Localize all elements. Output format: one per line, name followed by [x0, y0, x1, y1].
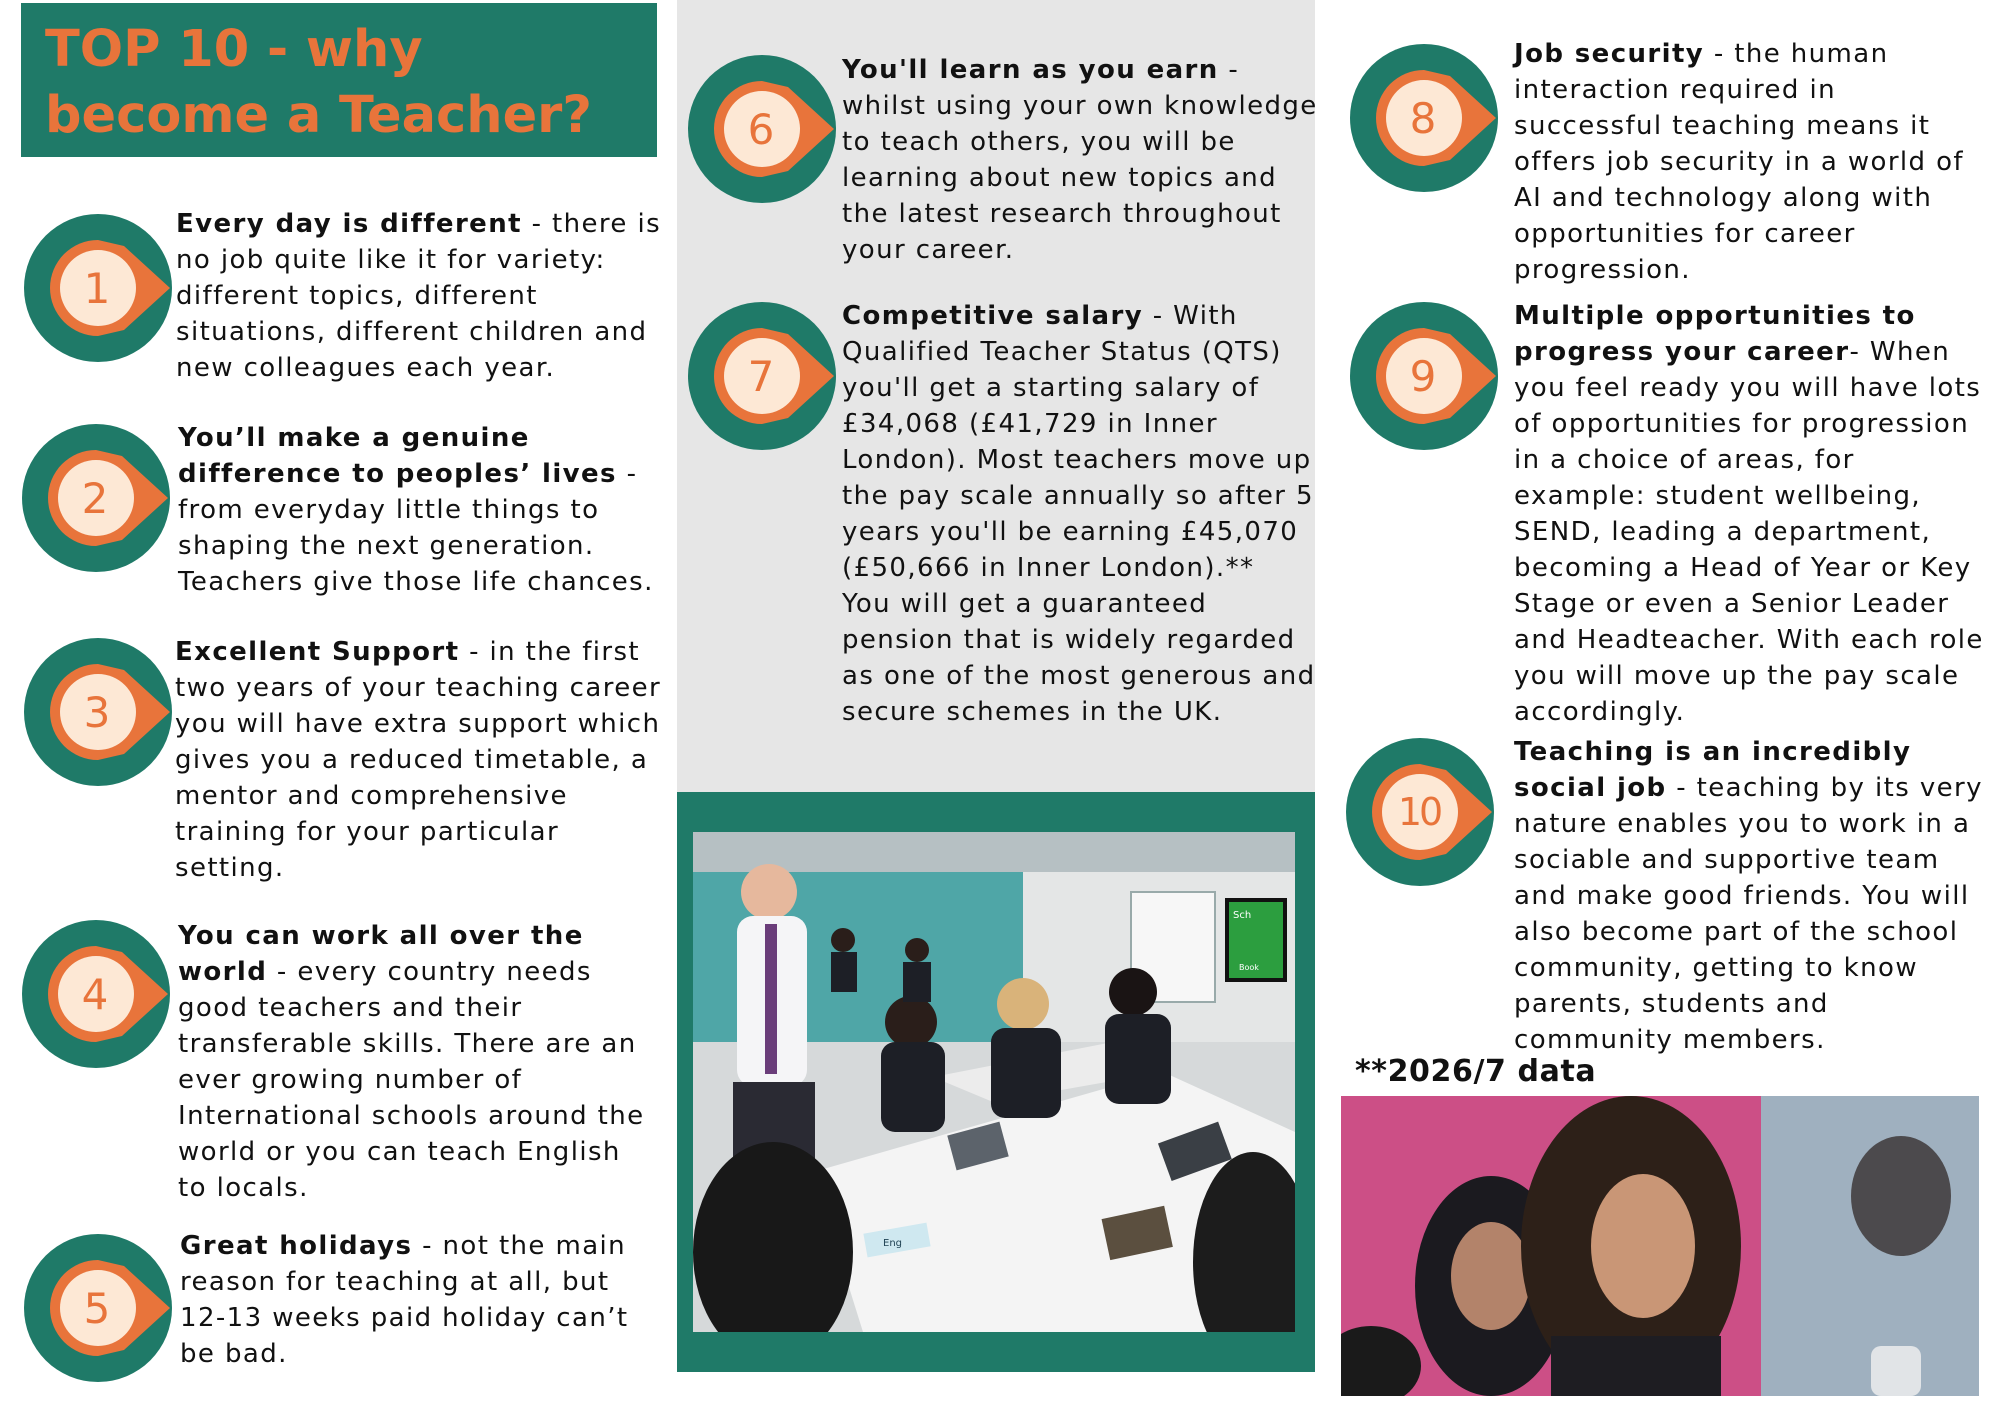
reason-8-text — [1514, 36, 1984, 288]
badge-number: 10 — [1397, 790, 1441, 834]
reason-10-text — [1514, 734, 1994, 1058]
reason-3-text — [175, 634, 665, 886]
reason-body: - teaching by its very nature enables you to work in a sociable and supportive team and make good friends. You will also become part of the school community, getting to know parents, students and community members. — [1514, 773, 1983, 1055]
badge-number: 1 — [83, 263, 111, 313]
number-badge-5 — [24, 1232, 186, 1384]
reason-heading: Great holidays — [180, 1231, 413, 1261]
reason-heading: Job security — [1514, 39, 1705, 69]
badge-number: 4 — [81, 969, 109, 1019]
reason-heading: Every day is different — [176, 209, 522, 239]
badge-number: 6 — [747, 104, 775, 154]
reason-body: - the human interaction required in successful teaching means it offers job security in a world of AI and technology along with opportunities for career progression. — [1514, 39, 1964, 285]
badge-number: 2 — [81, 473, 109, 523]
reason-heading: Excellent Support — [175, 637, 460, 667]
number-badge-3 — [24, 636, 186, 788]
reason-body: - When you feel ready you will have lots of opportunities for progression in a choice of areas, for example: student wellbeing, SEND, leading a department, becoming a Head of Year or Key Stage or even a Senior Leader and Headteacher. With each role you will move up the pay scale accordingly. — [1514, 337, 1984, 727]
number-badge-2 — [22, 422, 184, 574]
number-badge-4 — [22, 918, 184, 1070]
reason-body: - With Qualified Teacher Status (QTS) you'll get a starting salary of £34,068 (£41,729 in Inner London). Most teachers move up the pay scale annually so after 5 years you'll be earning £45,070 (£50,666 in Inner London).** — [842, 301, 1314, 583]
reason-2-text — [178, 420, 668, 600]
reason-body: - there is no job quite like it for variety: different topics, different situations, different children and new colleagues each year. — [176, 209, 662, 383]
notebook-label: Eng — [883, 1238, 903, 1249]
title-banner — [21, 3, 657, 157]
badge-number: 5 — [83, 1283, 111, 1333]
reason-9-text — [1514, 298, 1994, 730]
page-title: TOP 10 - why become a Teacher? — [45, 20, 592, 145]
badge-number: 7 — [747, 351, 775, 401]
classroom-photo-frame — [677, 792, 1315, 1372]
badge-number: 3 — [83, 687, 111, 737]
reason-heading: Teaching is an incredibly social job — [1514, 737, 1912, 803]
number-badge-6 — [688, 53, 850, 205]
reason-heading: You can work all over the world — [178, 921, 584, 987]
screen-header: Sch — [1233, 910, 1252, 921]
number-badge-9 — [1350, 300, 1512, 452]
students-photo — [1341, 1096, 1979, 1396]
reason-1-text — [176, 206, 666, 386]
reason-heading: You'll learn as you earn — [842, 55, 1219, 85]
reason-heading: Multiple opportunities to progress your career — [1514, 301, 1916, 367]
number-badge-7 — [688, 300, 850, 452]
badge-number: 9 — [1409, 351, 1437, 401]
reason-body: - every country needs good teachers and their transferable skills. There are an ever growing number of International schools around the world or you can teach English to locals. — [178, 957, 645, 1203]
reason-heading: Competitive salary — [842, 301, 1144, 331]
number-badge-8 — [1350, 42, 1512, 194]
reason-7-text — [842, 298, 1320, 730]
reason-body: - whilst using your own knowledge to teach others, you will be learning about new topics and the latest research throughout your career. — [842, 55, 1318, 265]
footnote: **2026/7 data — [1355, 1054, 1597, 1089]
reason-5-text — [180, 1228, 650, 1372]
screen-footer: Book — [1239, 963, 1259, 972]
reason-extra: You will get a guaranteed pension that is widely regarded as one of the most generous and secure schemes in the UK. — [842, 589, 1316, 727]
badge-number: 8 — [1409, 93, 1437, 143]
reason-4-text — [178, 918, 658, 1206]
reason-body: - in the first two years of your teaching career you will have extra support which gives you a reduced timetable, a mentor and comprehensive training for your particular setting. — [175, 637, 662, 883]
number-badge-1 — [24, 212, 186, 364]
reason-heading: You’ll make a genuine difference to peoples’ lives — [178, 423, 617, 489]
number-badge-10 — [1346, 736, 1508, 888]
reason-body: - not the main reason for teaching at all, but 12-13 weeks paid holiday can’t be bad. — [180, 1231, 629, 1369]
reason-body: - from everyday little things to shaping the next generation. Teachers give those life chances. — [178, 459, 654, 597]
reason-6-text — [842, 52, 1320, 268]
classroom-photo — [693, 832, 1295, 1332]
